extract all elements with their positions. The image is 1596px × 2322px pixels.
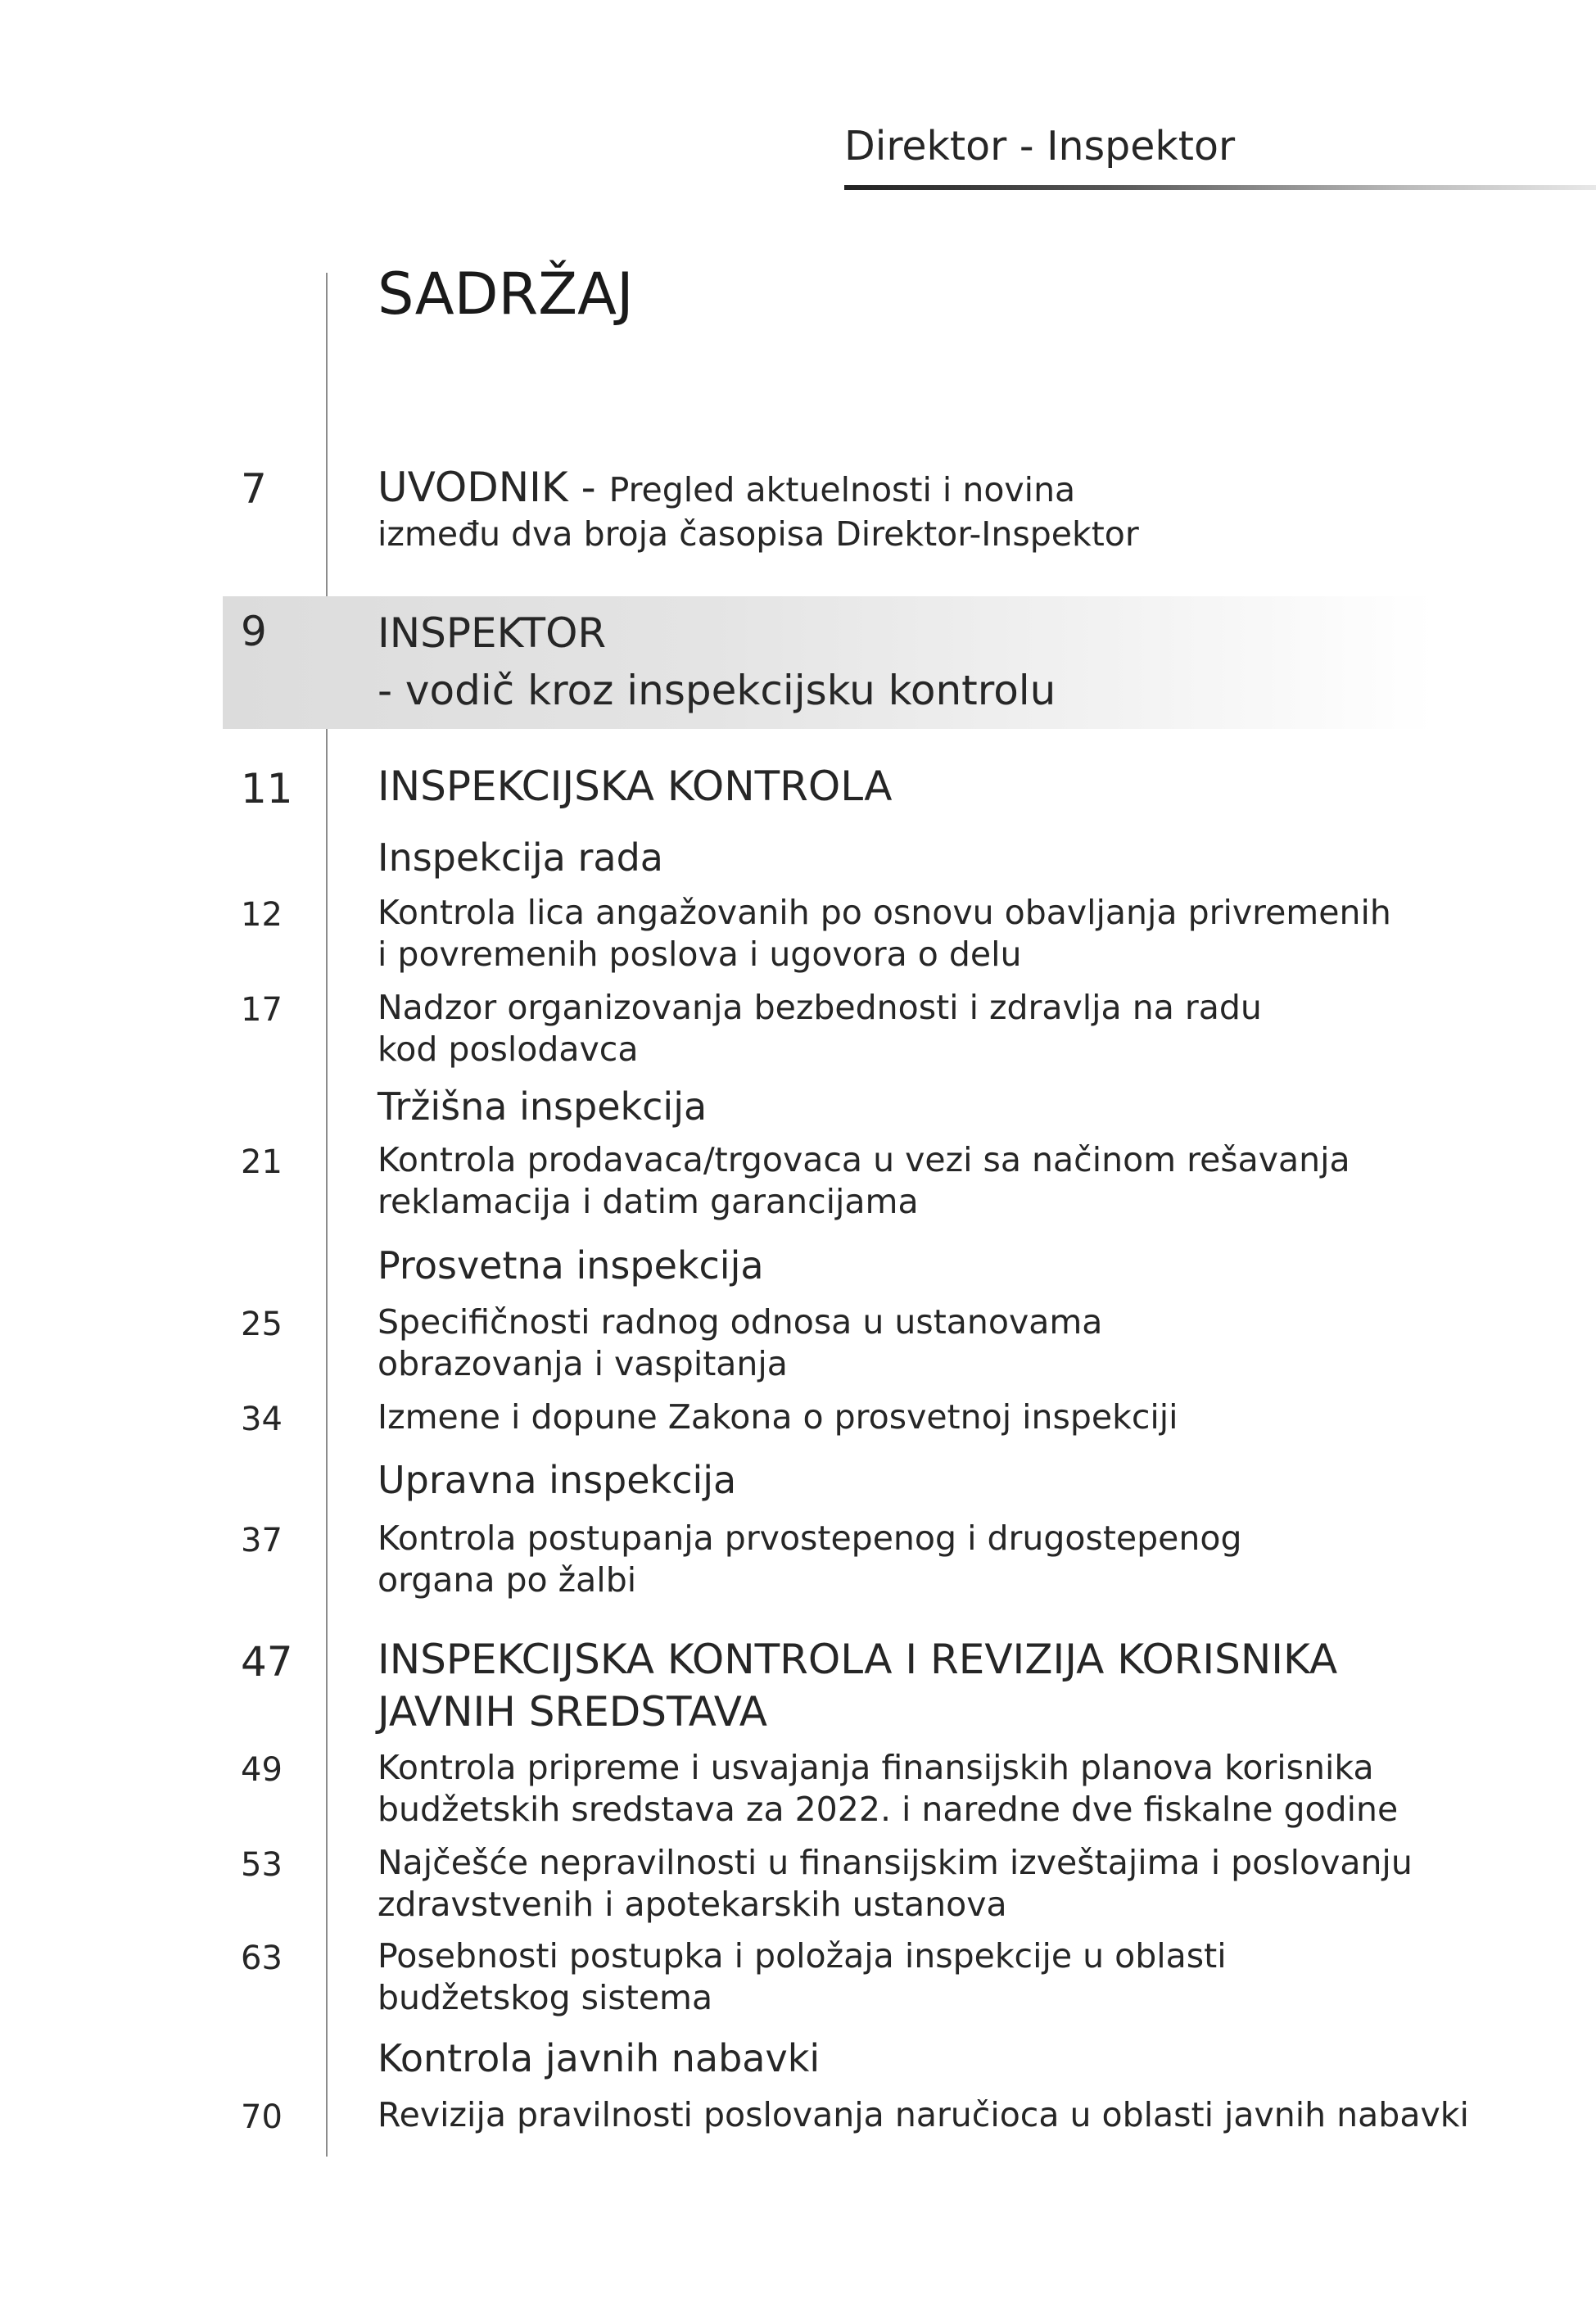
toc-entry-title: UVODNIK -	[378, 464, 596, 511]
toc-entry-line2: obrazovanja i vaspitanja	[378, 1344, 788, 1383]
toc-entry-uvodnik[interactable]	[378, 465, 1139, 556]
toc-entry-line1: Revizija pravilnosti poslovanja naručioca u oblasti javnih nabavki	[378, 2095, 1469, 2134]
toc-page-number: 47	[241, 1638, 293, 1686]
toc-entry-line1: Kontrola pripreme i usvajanja finansijskih planova korisnika	[378, 1748, 1374, 1787]
toc-entry-line2: reklamacija i datim garancijama	[378, 1182, 919, 1221]
toc-entry[interactable]	[378, 892, 1391, 975]
toc-entry-subtitle: Pregled aktuelnosti i novina	[608, 470, 1076, 509]
toc-page-number: 17	[241, 991, 283, 1029]
toc-entry[interactable]	[378, 1842, 1413, 1926]
toc-page-number: 9	[241, 608, 267, 655]
vertical-divider	[326, 273, 328, 2157]
toc-page-number: 37	[241, 1522, 283, 1559]
toc-entry-line1: INSPEKTOR	[378, 609, 607, 657]
toc-category-heading: Upravna inspekcija	[378, 1458, 737, 1502]
toc-entry-line2: i povremenih poslova i ugovora o delu	[378, 935, 1022, 974]
toc-entry-line2: zdravstvenih i apotekarskih ustanova	[378, 1885, 1007, 1924]
toc-entry-line1: Posebnosti postupka i položaja inspekcije u oblasti	[378, 1936, 1227, 1976]
toc-entry-line2: kod poslodavca	[378, 1030, 639, 1069]
toc-entry[interactable]	[378, 1518, 1241, 1601]
toc-entry-line1: Kontrola prodavaca/trgovaca u vezi sa načinom rešavanja	[378, 1140, 1350, 1179]
toc-page-number: 12	[241, 896, 283, 934]
toc-category-heading: Tržišna inspekcija	[378, 1084, 708, 1129]
toc-entry-line2: budžetskog sistema	[378, 1978, 713, 2017]
toc-entry-line1: Najčešće nepravilnosti u finansijskim izveštajima i poslovanju	[378, 1843, 1413, 1882]
toc-entry[interactable]	[378, 1139, 1350, 1223]
toc-entry-line2: budžetskih sredstava za 2022. i naredne dve fiskalne godine	[378, 1790, 1399, 1829]
toc-entry-line2: JAVNIH SREDSTAVA	[378, 1688, 767, 1736]
toc-entry-line2: - vodič kroz inspekcijsku kontrolu	[378, 667, 1056, 714]
toc-category-heading: Kontrola javnih nabavki	[378, 2036, 821, 2080]
toc-entry-line1: INSPEKCIJSKA KONTROLA I REVIZIJA KORISNIKA	[378, 1636, 1338, 1683]
toc-category-heading: Prosvetna inspekcija	[378, 1243, 764, 1288]
toc-page-number: 63	[241, 1940, 283, 1977]
toc-page-number: 49	[241, 1751, 283, 1789]
toc-entry-line2: organa po žalbi	[378, 1560, 637, 1600]
toc-entry[interactable]	[378, 1747, 1398, 1831]
toc-page-number: 70	[241, 2098, 283, 2136]
toc-heading: SADRŽAJ	[378, 260, 634, 328]
toc-page-number: 34	[241, 1401, 283, 1438]
toc-entry-inspektor[interactable]	[378, 604, 1056, 719]
running-header-title: Direktor - Inspektor	[844, 123, 1236, 170]
toc-entry-line1: Specifičnosti radnog odnosa u ustanovama	[378, 1302, 1103, 1342]
toc-entry-line1: Nadzor organizovanja bezbednosti i zdravlja na radu	[378, 988, 1262, 1027]
toc-page-number: 21	[241, 1143, 283, 1181]
header-rule	[844, 185, 1596, 190]
toc-page-number: 25	[241, 1306, 283, 1343]
toc-section-title[interactable]	[378, 1633, 1337, 1738]
toc-entry-line1: Kontrola lica angažovanih po osnovu obavljanja privremenih	[378, 893, 1391, 932]
toc-entry[interactable]	[378, 1935, 1227, 2019]
toc-page-number: 7	[241, 465, 267, 513]
toc-entry-line1: Izmene i dopune Zakona o prosvetnoj inspekciji	[378, 1397, 1178, 1437]
toc-page-number: 11	[241, 765, 293, 812]
toc-entry-line1: Kontrola postupanja prvostepenog i drugostepenog	[378, 1519, 1242, 1558]
toc-entry[interactable]	[378, 987, 1262, 1070]
toc-entry[interactable]	[378, 1396, 1178, 1438]
toc-category-heading: Inspekcija rada	[378, 835, 663, 880]
toc-entry[interactable]	[378, 1301, 1102, 1385]
toc-entry[interactable]	[378, 2094, 1469, 2136]
toc-section-title[interactable]: INSPEKCIJSKA KONTROLA	[378, 763, 893, 810]
toc-entry-line2: između dva broja časopisa Direktor-Inspektor	[378, 514, 1139, 554]
toc-page-number: 53	[241, 1846, 283, 1884]
